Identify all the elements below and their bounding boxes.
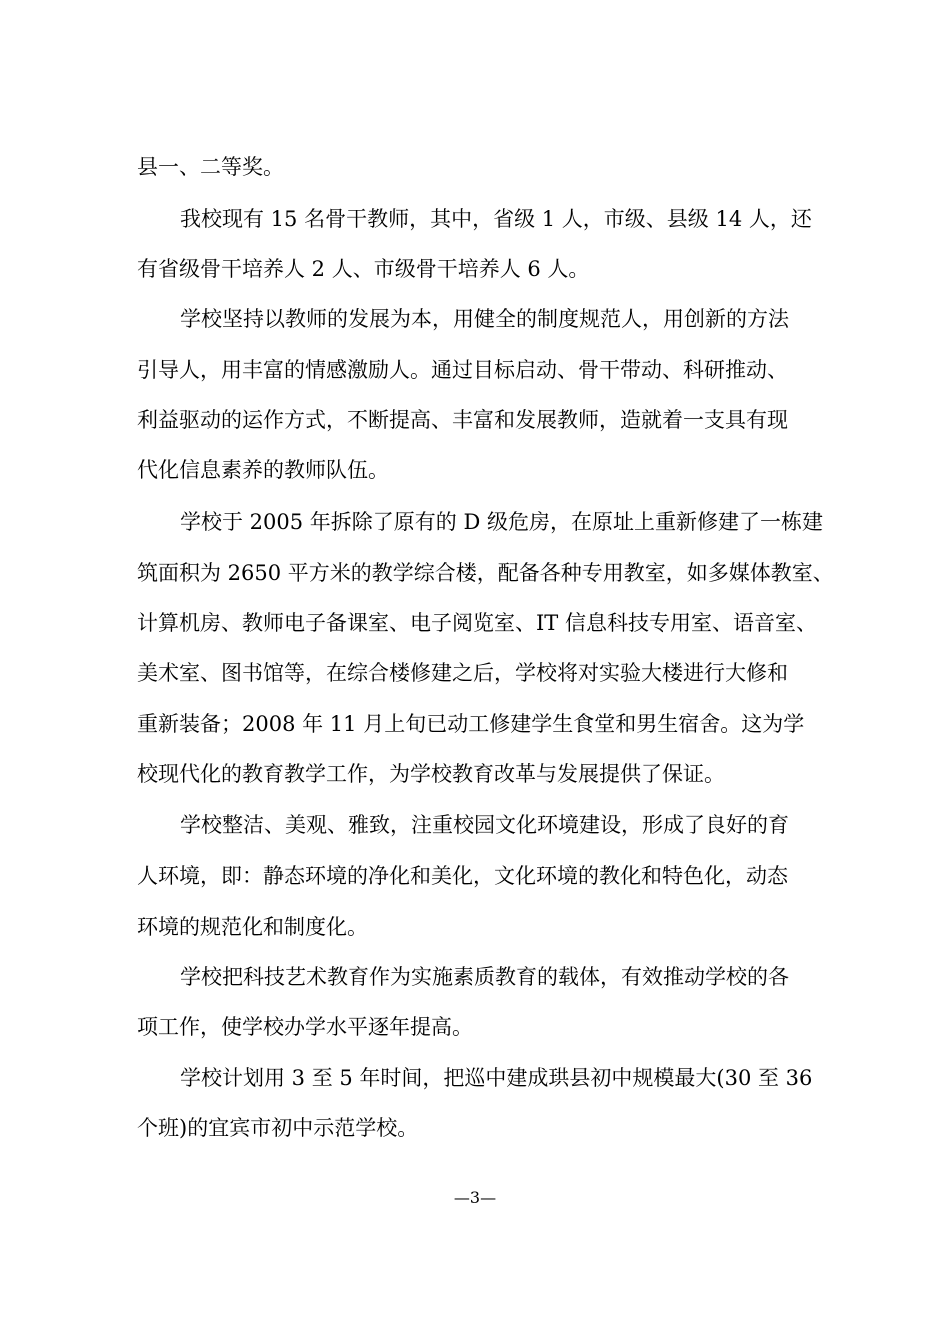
page-number: —3— bbox=[453, 1188, 497, 1207]
text-line: 利益驱动的运作方式，不断提高、丰富和发展教师，造就着一支具有现 bbox=[137, 408, 788, 432]
text-line: 校现代化的教育教学工作，为学校教育改革与发展提供了保证。 bbox=[137, 762, 725, 786]
text-line: 有省级骨干培养人 2 人、市级骨干培养人 6 人。 bbox=[137, 257, 590, 281]
text-line: 个班)的宜宾市初中示范学校。 bbox=[137, 1116, 419, 1140]
text-line: 计算机房、教师电子备课室、电子阅览室、IT 信息科技专用室、语音室、 bbox=[137, 611, 817, 635]
text-line: 项工作，使学校办学水平逐年提高。 bbox=[137, 1015, 473, 1039]
text-line: 环境的规范化和制度化。 bbox=[137, 915, 368, 939]
text-line: 学校把科技艺术教育作为实施素质教育的载体，有效推动学校的各 bbox=[180, 965, 789, 989]
text-line: 学校坚持以教师的发展为本，用健全的制度规范人，用创新的方法 bbox=[180, 307, 789, 331]
text-line: 学校计划用 3 至 5 年时间，把巡中建成珙县初中规模最大(30 至 36 bbox=[180, 1066, 813, 1090]
text-line: 人环境，即：静态环境的净化和美化，文化环境的教化和特色化，动态 bbox=[137, 864, 788, 888]
text-line: 引导人，用丰富的情感激励人。通过目标启动、骨干带动、科研推动、 bbox=[137, 358, 788, 382]
text-line: 代化信息素养的教师队伍。 bbox=[137, 458, 389, 482]
text-line: 重新装备；2008 年 11 月上旬已动工修建学生食堂和男生宿舍。这为学 bbox=[137, 712, 805, 736]
text-line: 美术室、图书馆等，在综合楼修建之后，学校将对实验大楼进行大修和 bbox=[137, 661, 788, 685]
text-line: 我校现有 15 名骨干教师，其中，省级 1 人，市级、县级 14 人，还 bbox=[180, 207, 812, 231]
text-line: 学校整洁、美观、雅致，注重校园文化环境建设，形成了良好的育 bbox=[180, 813, 789, 837]
text-line: 县一、二等奖。 bbox=[137, 155, 284, 179]
text-line: 学校于 2005 年拆除了原有的 D 级危房，在原址上重新修建了一栋建 bbox=[180, 510, 823, 534]
text-line: 筑面积为 2650 平方米的教学综合楼，配备各种专用教室，如多媒体教室、 bbox=[137, 561, 834, 585]
